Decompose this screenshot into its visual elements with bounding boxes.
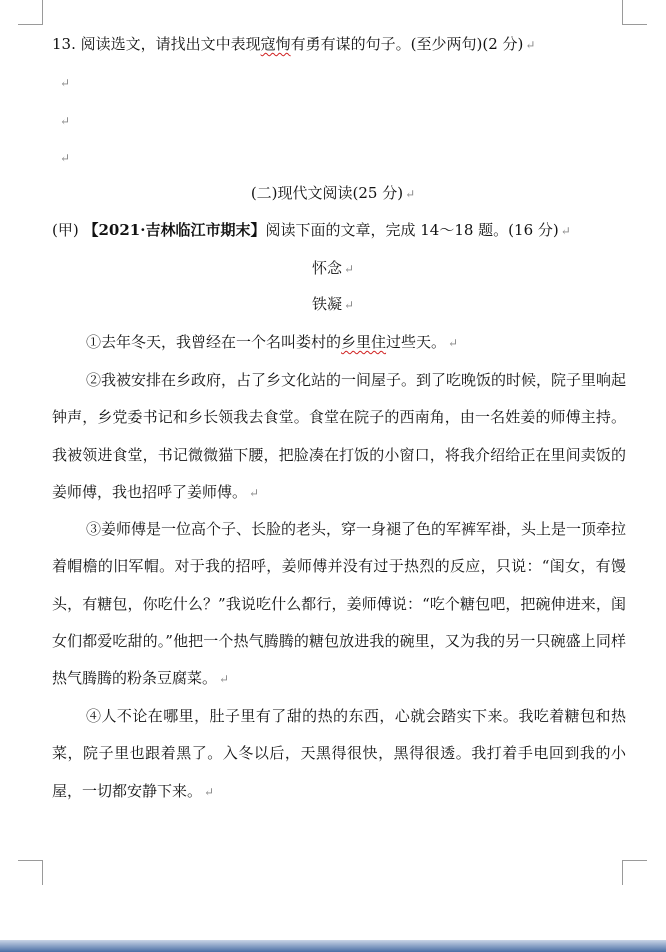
article-title-text: 怀念 [311, 259, 342, 277]
reading-intro [52, 220, 571, 241]
question-13-suffix: 有勇有谋的句子。(至少两句)(2 分) [290, 35, 524, 53]
intro-source: 【2021·吉林临江市期末】 [83, 221, 266, 239]
paragraph-mark: ↵ [204, 784, 215, 799]
paragraph-4-text: ④人不论在哪里，肚子里有了甜的热的东西，心就会踏实下来。我吃着糖包和热菜，院子里也跟着黑了。入冬以后，天黑得很快，黑得很透。我打着手电回到我的小屋，一切都安静下来。 [52, 707, 626, 800]
question-13-name: 寇恂 [260, 35, 291, 53]
intro-label: (甲) [52, 221, 84, 239]
crop-mark-top-right [622, 0, 647, 25]
empty-paragraph-1 [58, 72, 70, 93]
paragraph-1-part-c: 过些天。 [386, 333, 447, 351]
paragraph-mark: ↵ [60, 151, 71, 165]
article-paragraph-2 [52, 362, 626, 512]
paragraph-mark: ↵ [405, 187, 416, 201]
paragraph-mark: ↵ [343, 298, 355, 312]
question-13-prefix: 13. 阅读选文，请找出文中表现 [52, 35, 261, 53]
paragraph-3-text: ③姜师傅是一位高个子、长脸的老头，穿一身褪了色的军裤军褂，头上是一顶牵拉着帽檐的旧军帽。对于我的招呼，姜师傅并没有过于热烈的反应，只说：“闺女，有馒头，有糖包，你吃什么？”我说吃什么都行，姜师傅说：“吃个糖包吧，把碗伸进来，闺女们都爱吃甜的。”他把一个热气腾腾的糖包放进我的碗里，又为我的另一只碗盛上同样热气腾腾的粉条豆腐菜。 [52, 520, 627, 688]
paragraph-1-part-a: ①去年冬天，我曾经在一个名叫娄村的 [86, 333, 342, 351]
article-paragraph-3 [52, 511, 626, 698]
article-title [0, 258, 666, 279]
paragraph-2-text: ②我被安排在乡政府，占了乡文化站的一间屋子。到了吃晚饭的时候，院子里响起钟声，乡党委书记和乡长领我去食堂。食堂在院子的西南角，由一名姓姜的师傅主持。我被领进食堂，书记微微猫下腰，把脸凑在打饭的小窗口，将我介绍给正在里间卖饭的姜师傅，我也招呼了姜师傅。 [52, 371, 627, 501]
paragraph-mark: ↵ [525, 38, 536, 52]
article-author [0, 294, 666, 315]
paragraph-mark: ↵ [560, 224, 571, 238]
article-paragraph-4 [52, 698, 626, 811]
paragraph-mark: ↵ [343, 262, 355, 276]
empty-paragraph-3 [58, 147, 70, 168]
section-title [0, 183, 666, 204]
paragraph-mark: ↵ [448, 336, 459, 350]
paragraph-mark: ↵ [249, 485, 260, 500]
window-bottom-bar [0, 940, 666, 952]
question-13 [52, 34, 535, 55]
crop-mark-top-left [18, 0, 43, 25]
intro-text: 阅读下面的文章，完成 14～18 题。(16 分) [265, 221, 559, 239]
section-title-text: (二)现代文阅读(25 分) [250, 184, 404, 202]
article-paragraph-1 [52, 324, 626, 362]
article-author-text: 铁凝 [311, 295, 342, 313]
crop-mark-bottom-left [18, 860, 43, 885]
paragraph-mark: ↵ [60, 76, 71, 90]
empty-paragraph-2 [58, 110, 70, 131]
paragraph-mark: ↵ [60, 114, 71, 128]
paragraph-mark: ↵ [219, 672, 230, 687]
paragraph-1-part-b: 乡里住 [341, 333, 387, 351]
crop-mark-bottom-right [622, 860, 647, 885]
